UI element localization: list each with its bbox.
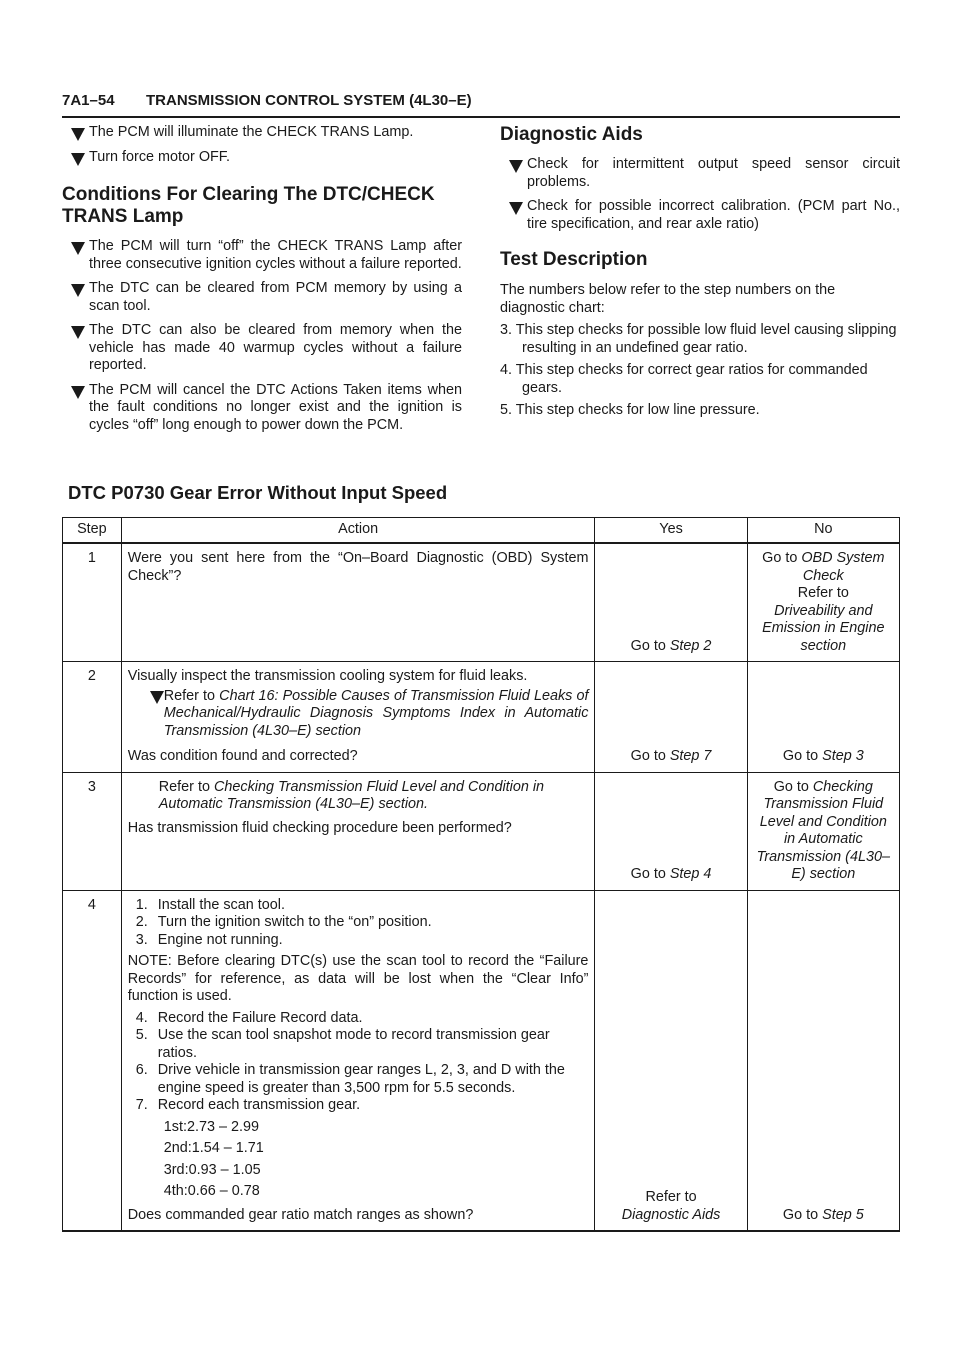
action-cell: 1. Install the scan tool. 2. Turn the ignition switch to the “on” position. 3. Engine not running. NOTE: Before clearing DTC(s) use the scan tool to record the “Failure Records” for reference, as data will be lost when the “Clear Info” function is used. 4. Record the Failure Record data. 5. Use the scan tool snapshot mode to record transmission gear ratios. 6. Drive vehicle in transmission gear ranges L, 2, 3, and D with the engine speed is greater than 3,500 rpm for 5.5 seconds. 7. Record each transmission gear. 1st:2.73 – 2.99 2nd:1.54 – 1.71 3rd:0.93 – 1.05 4th:0.66 – 0.78 Does commanded gear ratio match ranges as shown? [121,890,595,1231]
table-row [63,772,900,890]
list-item: 2. Turn the ignition switch to the “on” position. [135,914,432,930]
list-item: 5. Use the scan tool snapshot mode to record transmission gear ratios. [135,1027,550,1061]
step-number: 2 [63,662,122,773]
bullet-triangle-icon [71,284,85,297]
section-title: TRANSMISSION CONTROL SYSTEM (4L30–E) [146,92,472,109]
diagnostic-aids-heading: Diagnostic Aids [500,124,643,145]
yes-cell: Go to Step 7 [595,662,747,773]
step-link[interactable]: Step 5 [822,1206,864,1223]
list-item: 3. Engine not running. [135,931,283,948]
list-item: Turn force motor OFF. [62,149,462,167]
page-number: 7A1–54 [62,92,115,109]
list-item: The DTC can also be cleared from memory when the vehicle has made 40 warmup cycles without a failure reported. [62,322,462,375]
procedure-reference[interactable]: Checking Transmission Fluid Level and Condition in Automatic Transmission (4L30–E) section. [158,778,545,812]
step-number: 3 [63,772,122,890]
no-cell: Go to Step 3 [747,662,899,773]
left-column [62,124,462,441]
no-cell: Go to OBD System Check Refer to Driveability and Emission in Engine section [747,543,899,662]
yes-cell: Go to Step 2 [595,543,747,662]
bullet-triangle-icon [509,160,523,173]
gear-ratio: 4th:0.66 – 0.78 [163,1183,260,1199]
action-cell: Refer to Checking Transmission Fluid Level and Condition in Automatic Transmission (4L30–E) section. Has transmission fluid checking procedure been performed? [121,772,595,890]
gear-ratio: 3rd:0.93 – 1.05 [163,1161,261,1178]
column-header-no: No [747,518,899,544]
list-item: 1. Install the scan tool. [135,896,285,913]
step-link[interactable]: Step 2 [669,637,712,654]
test-item: 4. This step checks for correct gear ratios for commanded gears. [500,362,868,396]
action-cell: Visually inspect the transmission cooling system for fluid leaks. Refer to Chart 16: Possible Causes of Transmission Fluid Leaks of Mechanical/Hydraulic Diagnosis Symptoms Index in Automatic Transmission (4L30–E) section Was condition found and corrected? [121,662,595,773]
list-item: The PCM will cancel the DTC Actions Taken items when the fault conditions no longer exist and the ignition is cycles “off” long enough to power down the PCM. [62,382,462,435]
action-cell: Were you sent here from the “On–Board Diagnostic (OBD) System Check”? [121,543,595,662]
dtc-title: DTC P0730 Gear Error Without Input Speed [68,482,448,503]
list-item: 7. Record each transmission gear. [135,1097,361,1113]
diagnostic-table [62,517,900,1232]
page-header [62,92,900,118]
bullet-triangle-icon [509,202,523,215]
list-item: The PCM will turn “off” the CHECK TRANS Lamp after three consecutive ignition cycles without a failure reported. [62,238,462,273]
yes-cell: Refer to Diagnostic Aids [595,890,747,1231]
column-header-step: Step [63,518,122,544]
gear-ratio: 2nd:1.54 – 1.71 [163,1140,264,1156]
list-item: 4. Record the Failure Record data. [135,1009,363,1026]
section-link[interactable]: OBD System Check [801,550,885,584]
step-link[interactable]: Step 7 [669,748,712,764]
test-item: 3. This step checks for possible low fluid level causing slipping resulting in an undefined gear ratio. [500,322,897,356]
procedure-link[interactable]: Checking Transmission Fluid Level and Condition in Automatic Transmission (4L30–E) section [756,778,890,882]
test-intro: The numbers below refer to the step numbers on the diagnostic chart: [500,282,836,316]
no-cell: Go to Step 5 [747,890,899,1231]
chart-reference[interactable]: Chart 16: Possible Causes of Transmission Fluid Leaks of Mechanical/Hydraulic Diagnosis Symptoms Index in Automatic Transmission (4L30–E) section [163,687,589,739]
bullet-triangle-icon [150,691,164,704]
test-description-heading: Test Description [500,249,648,270]
step-link[interactable]: Step 4 [669,866,712,882]
list-item: The DTC can be cleared from PCM memory by using a scan tool. [62,280,462,315]
test-item: 5. This step checks for low line pressure. [500,402,760,418]
table-row [63,543,900,662]
clearing-heading: Conditions For Clearing The DTC/CHECK TRANS Lamp [62,184,435,227]
step-number: 1 [63,543,122,662]
table-row [63,662,900,773]
bullet-triangle-icon [71,153,85,166]
bullet-triangle-icon [71,128,85,141]
list-item: The PCM will illuminate the CHECK TRANS Lamp. [62,124,462,142]
gear-ratio: 1st:2.73 – 2.99 [163,1118,259,1135]
no-cell: Go to Checking Transmission Fluid Level and Condition in Automatic Transmission (4L30–E) section [747,772,899,890]
table-header-row [63,518,900,544]
step-number: 4 [63,890,122,1231]
table-row [63,890,900,1231]
step-link[interactable]: Step 3 [822,748,864,764]
bullet-triangle-icon [71,326,85,339]
section-link[interactable]: Diagnostic Aids [621,1206,721,1223]
yes-cell: Go to Step 4 [595,772,747,890]
note: NOTE: Before clearing DTC(s) use the scan tool to record the “Failure Records” for reference, as data will be lost when the “Clear Info” function is used. [127,953,589,1004]
section-link[interactable]: Driveability and Emission in Engine section [762,602,885,654]
list-item: Check for intermittent output speed sensor circuit problems. [500,156,900,191]
list-item: Check for possible incorrect calibration. (PCM part No., tire specification, and rear axle ratio) [500,198,900,233]
bullet-triangle-icon [71,242,85,255]
list-item: 6. Drive vehicle in transmission gear ranges L, 2, 3, and D with the engine speed is greater than 3,500 rpm for 5.5 seconds. [135,1062,565,1096]
bullet-triangle-icon [71,386,85,399]
column-header-yes: Yes [595,518,747,544]
column-header-action: Action [121,518,595,544]
right-column [500,124,900,423]
